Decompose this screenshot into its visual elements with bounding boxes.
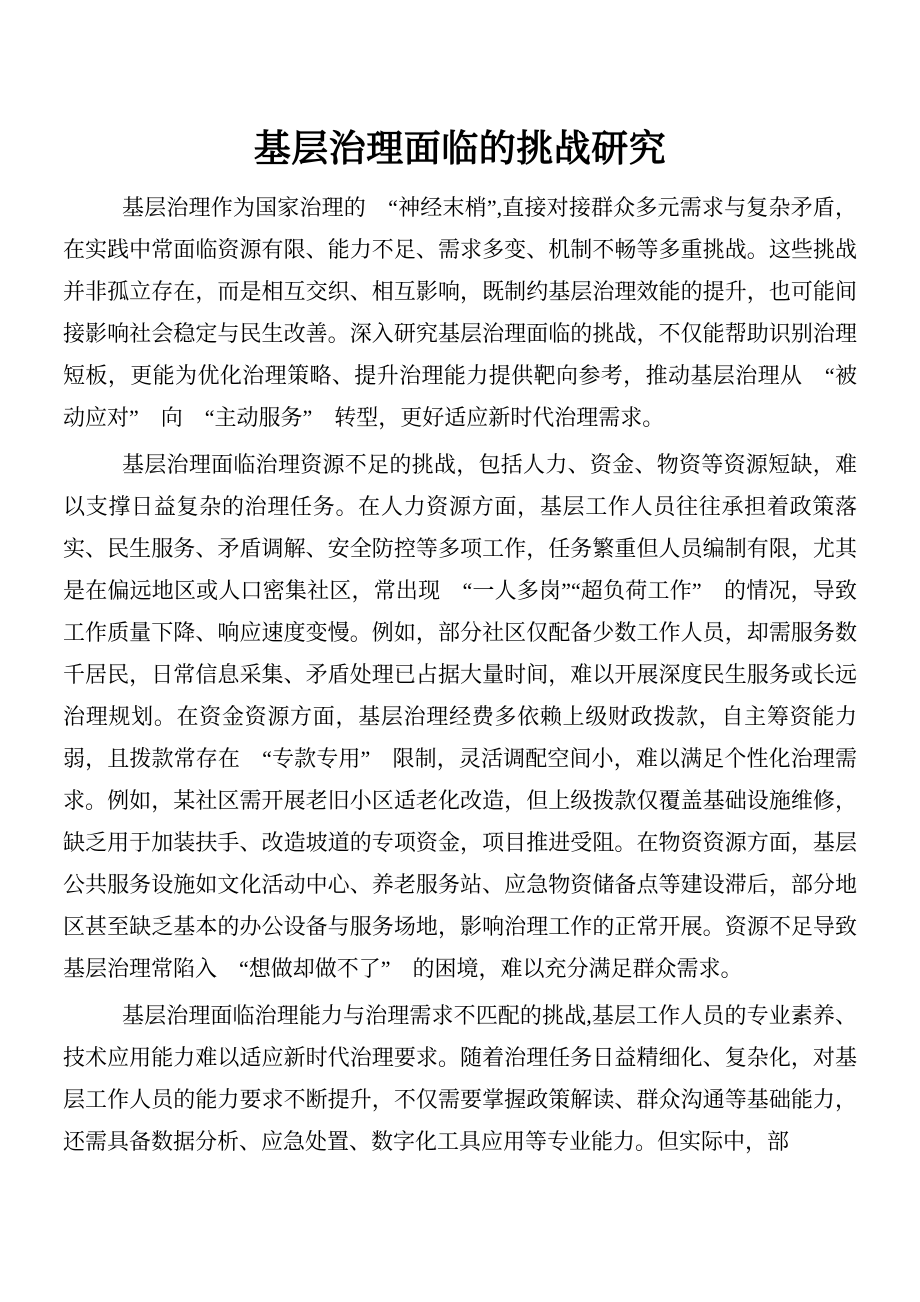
paragraph-intro: 基层治理作为国家治理的 “神经末梢”,直接对接群众多元需求与复杂矛盾，在实践中常面临资源有限、能力不足、需求多变、机制不畅等多重挑战。这些挑战并非孤立存在，而是相互交织、相互影响，既制约基层治理效能的提升，也可能间接影响社会稳定与民生改善。深入研究基层治理面临的挑战，不仅能帮助识别治理短板，更能为优化治理策略、提升治理能力提供靶向参考，推动基层治理从 “被动应对” 向 “主动服务” 转型，更好适应新时代治理需求。 xyxy=(63,195,857,430)
document-title: 基层治理面临的挑战研究 xyxy=(253,128,667,169)
paragraph-capability-mismatch: 基层治理面临治理能力与治理需求不匹配的挑战,基层工作人员的专业素养、技术应用能力难以适应新时代治理要求。随着治理任务日益精细化、复杂化，对基层工作人员的能力要求不断提升，不仅需要掌握政策解读、群众沟通等基础能力，还需具备数据分析、应急处置、数字化工具应用等专业能力。但实际中，部 xyxy=(63,1003,857,1154)
paragraph-resource-shortage: 基层治理面临治理资源不足的挑战，包括人力、资金、物资等资源短缺，难以支撑日益复杂的治理任务。在人力资源方面，基层工作人员往往承担着政策落实、民生服务、矛盾调解、安全防控等多项工作，任务繁重但人员编制有限，尤其是在偏远地区或人口密集社区，常出现 “一人多岗”“超负荷工作” 的情况，导致工作质量下降、响应速度变慢。例如，部分社区仅配备少数工作人员，却需服务数千居民，日常信息采集、矛盾处理已占据大量时间，难以开展深度民生服务或长远治理规划。在资金资源方面，基层治理经费多依赖上级财政拨款，自主筹资能力弱，且拨款常存在 “专款专用” 限制，灵活调配空间小，难以满足个性化治理需求。例如，某社区需开展老旧小区适老化改造，但上级拨款仅覆盖基础设施维修，缺乏用于加装扶手、改造坡道的专项资金，项目推进受阻。在物资资源方面，基层公共服务设施如文化活动中心、养老服务站、应急物资储备点等建设滞后，部分地区甚至缺乏基本的办公设备与服务场地，影响治理工作的正常开展。资源不足导致基层治理常陷入 “想做却做不了” 的困境，难以充分满足群众需求。 xyxy=(63,452,857,981)
